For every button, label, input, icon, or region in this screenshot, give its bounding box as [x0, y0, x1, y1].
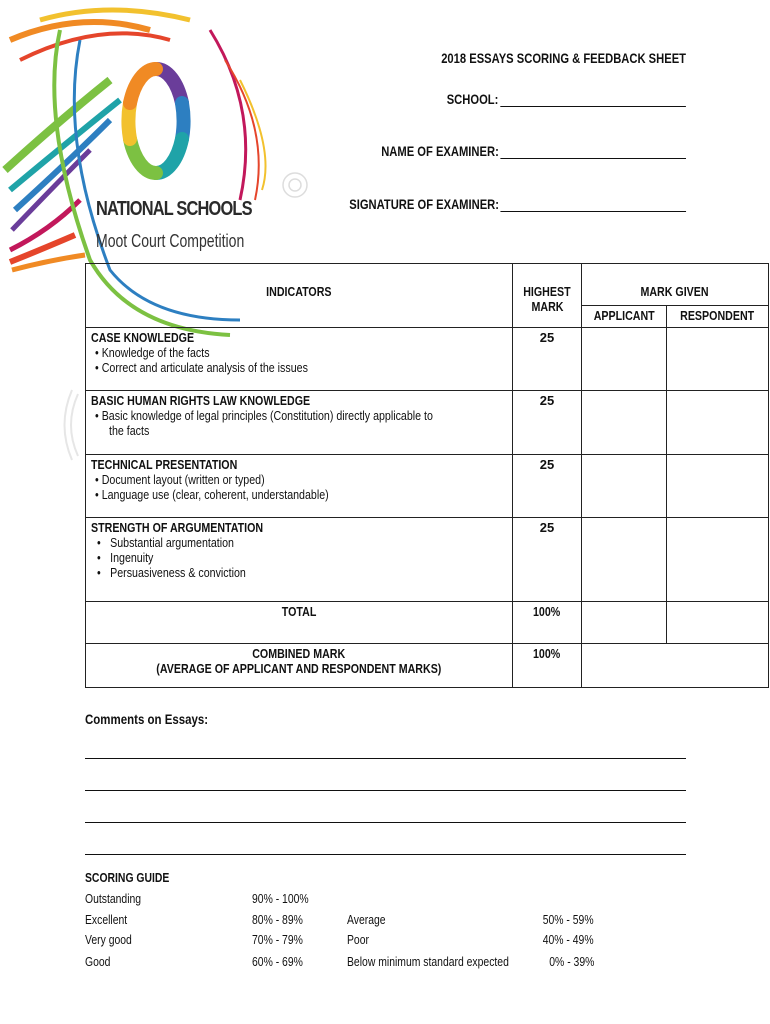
- examiner-signature-input-line[interactable]: [500, 198, 686, 212]
- highest-mark-cell: 25: [513, 328, 582, 391]
- table-row: [86, 455, 769, 518]
- respondent-mark-input[interactable]: [667, 455, 768, 518]
- guide-range: 90% - 100%: [252, 891, 309, 906]
- guide-label: Good: [85, 954, 111, 969]
- scoring-table: [85, 263, 769, 688]
- examiner-signature-field[interactable]: [349, 196, 686, 212]
- applicant-total-input[interactable]: [581, 602, 666, 644]
- school-label: SCHOOL:: [447, 91, 499, 107]
- respondent-mark-input[interactable]: [667, 328, 768, 391]
- logo-subtitle: Moot Court Competition: [96, 231, 245, 251]
- applicant-mark-input[interactable]: [581, 455, 666, 518]
- document-title: 2018 ESSAYS SCORING & FEEDBACK SHEET: [441, 50, 686, 66]
- guide-label: Below minimum standard expected: [347, 954, 509, 969]
- respondent-mark-input[interactable]: [667, 518, 768, 602]
- highest-mark-cell: 25: [513, 518, 582, 602]
- guide-range: 60% - 69%: [252, 954, 303, 969]
- examiner-name-input-line[interactable]: [500, 145, 686, 159]
- scoring-guide-title: SCORING GUIDE: [85, 870, 170, 885]
- indicators-header: INDICATORS: [86, 264, 513, 328]
- respondent-header: RESPONDENT: [667, 306, 768, 328]
- combined-mark-input[interactable]: [581, 644, 768, 688]
- guide-label: Average: [347, 912, 386, 927]
- examiner-signature-label: SIGNATURE OF EXAMINER:: [349, 196, 499, 212]
- guide-range: 50% - 59%: [543, 912, 594, 927]
- table-row: [86, 391, 769, 455]
- guide-range: 0% - 39%: [548, 954, 594, 969]
- indicator-cell: TECHNICAL PRESENTATION • Document layout (written or typed) • Language use (clear, coherent, understandable): [86, 455, 513, 518]
- comment-line[interactable]: [85, 854, 686, 855]
- table-row: [86, 328, 769, 391]
- examiner-name-field[interactable]: [381, 143, 686, 159]
- total-row: [86, 602, 769, 644]
- indicator-cell: CASE KNOWLEDGE • Knowledge of the facts • Correct and articulate analysis of the issues: [86, 328, 513, 391]
- combined-highest-mark: 100%: [513, 644, 582, 688]
- total-label: TOTAL: [86, 602, 513, 644]
- indicator-cell: STRENGTH OF ARGUMENTATION • Substantial argumentation • Ingenuity • Persuasiveness & conviction: [86, 518, 513, 602]
- guide-range: 70% - 79%: [252, 932, 303, 947]
- mark-given-header: MARK GIVEN: [581, 264, 768, 306]
- combined-label: COMBINED MARK (AVERAGE OF APPLICANT AND RESPONDENT MARKS): [86, 644, 513, 688]
- comments-label: Comments on Essays:: [85, 711, 209, 727]
- examiner-name-label: NAME OF EXAMINER:: [381, 143, 499, 159]
- guide-label: Outstanding: [85, 891, 142, 906]
- guide-label: Excellent: [85, 912, 128, 927]
- guide-label: Very good: [85, 932, 132, 947]
- indicator-cell: BASIC HUMAN RIGHTS LAW KNOWLEDGE • Basic knowledge of legal principles (Constitution) directly applicable to the facts: [86, 391, 513, 455]
- logo-ring-icon: [120, 55, 192, 187]
- guide-range: 40% - 49%: [543, 932, 594, 947]
- applicant-header: APPLICANT: [581, 306, 666, 328]
- applicant-mark-input[interactable]: [581, 518, 666, 602]
- applicant-mark-input[interactable]: [581, 391, 666, 455]
- total-highest-mark: 100%: [513, 602, 582, 644]
- school-field[interactable]: [447, 91, 686, 107]
- respondent-mark-input[interactable]: [667, 391, 768, 455]
- logo-title: NATIONAL SCHOOLS: [96, 198, 252, 220]
- table-row: [86, 518, 769, 602]
- highest-mark-header: HIGHEST MARK: [513, 264, 582, 328]
- highest-mark-cell: 25: [513, 455, 582, 518]
- applicant-mark-input[interactable]: [581, 328, 666, 391]
- combined-row: [86, 644, 769, 688]
- comment-line[interactable]: [85, 758, 686, 759]
- school-input-line[interactable]: [500, 93, 686, 107]
- comment-line[interactable]: [85, 790, 686, 791]
- highest-mark-cell: 25: [513, 391, 582, 455]
- guide-label: Poor: [347, 932, 369, 947]
- respondent-total-input[interactable]: [667, 602, 768, 644]
- comment-line[interactable]: [85, 822, 686, 823]
- guide-range: 80% - 89%: [252, 912, 303, 927]
